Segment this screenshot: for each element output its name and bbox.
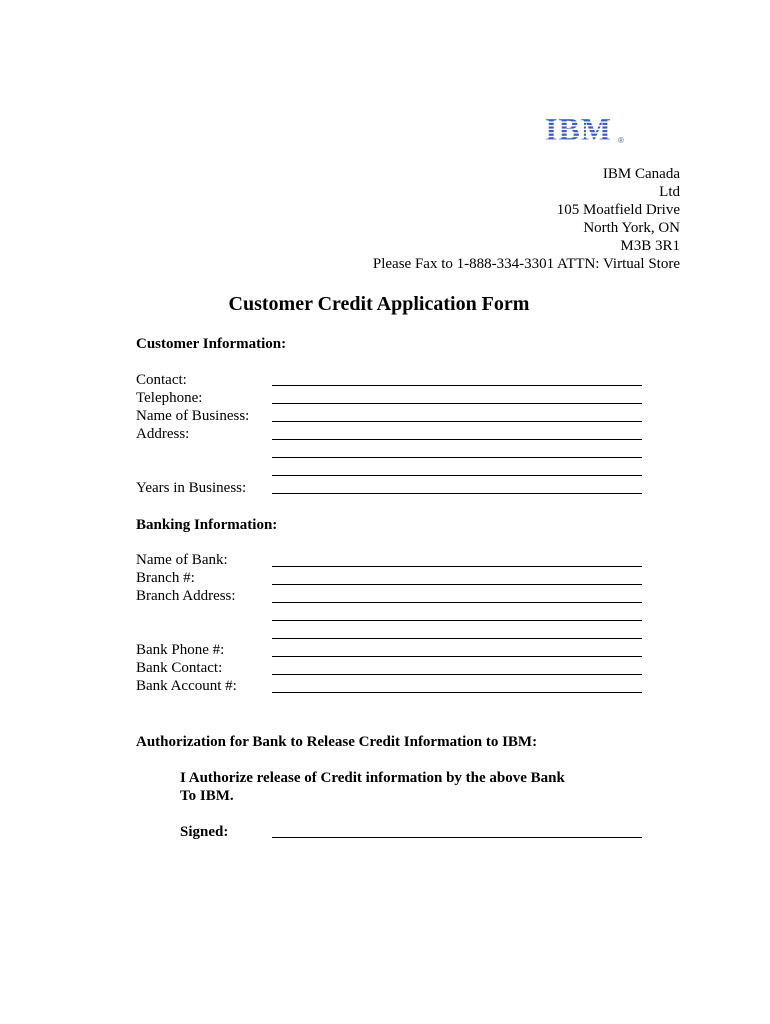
- branch-address-field-line-3[interactable]: [272, 638, 642, 639]
- years-in-business-field[interactable]: [272, 493, 642, 494]
- contact-label: Contact:: [136, 372, 187, 388]
- business-name-label: Name of Business:: [136, 408, 250, 424]
- telephone-label: Telephone:: [136, 390, 203, 406]
- bank-contact-label: Bank Contact:: [136, 660, 223, 676]
- address-line-company: IBM Canada: [602, 166, 680, 182]
- signed-label: Signed:: [180, 824, 229, 840]
- signature-field[interactable]: [272, 837, 642, 838]
- ibm-logo-text: IBM: [545, 112, 612, 146]
- contact-field[interactable]: [272, 385, 642, 386]
- branch-address-field-line-2[interactable]: [272, 620, 642, 621]
- fax-instruction: Please Fax to 1-888-334-3301 ATTN: Virtual Store: [372, 256, 680, 272]
- banking-information-heading: Banking Information:: [136, 517, 278, 533]
- company-address-block: [373, 165, 680, 273]
- bank-name-label: Name of Bank:: [136, 552, 228, 568]
- authorization-statement-line-1: I Authorize release of Credit information by the above Bank: [180, 770, 565, 786]
- bank-account-label: Bank Account #:: [136, 678, 237, 694]
- address-field-line-1[interactable]: [272, 439, 642, 440]
- bank-phone-field[interactable]: [272, 656, 642, 657]
- form-title: Customer Credit Application Form: [228, 293, 530, 315]
- address-field-line-3[interactable]: [272, 475, 642, 476]
- years-in-business-label: Years in Business:: [136, 480, 247, 496]
- branch-address-label: Branch Address:: [136, 588, 236, 604]
- branch-number-field[interactable]: [272, 584, 642, 585]
- registered-mark: ®: [618, 136, 624, 145]
- bank-contact-field[interactable]: [272, 674, 642, 675]
- bank-account-field[interactable]: [272, 692, 642, 693]
- authorization-statement-line-2: To IBM.: [180, 788, 234, 804]
- address-line-postal: M3B 3R1: [620, 238, 680, 254]
- authorization-heading: Authorization for Bank to Release Credit Information to IBM:: [136, 734, 538, 750]
- business-name-field[interactable]: [272, 421, 642, 422]
- address-field-line-2[interactable]: [272, 457, 642, 458]
- address-line-ltd: Ltd: [659, 184, 680, 200]
- bank-name-field[interactable]: [272, 566, 642, 567]
- address-line-street: 105 Moatfield Drive: [556, 202, 680, 218]
- branch-number-label: Branch #:: [136, 570, 195, 586]
- address-label: Address:: [136, 426, 190, 442]
- address-line-city: North York, ON: [583, 220, 680, 236]
- ibm-logo: [545, 112, 627, 146]
- telephone-field[interactable]: [272, 403, 642, 404]
- branch-address-field-line-1[interactable]: [272, 602, 642, 603]
- bank-phone-label: Bank Phone #:: [136, 642, 225, 658]
- customer-information-heading: Customer Information:: [136, 336, 287, 352]
- ibm-logo-graphic: [545, 112, 627, 146]
